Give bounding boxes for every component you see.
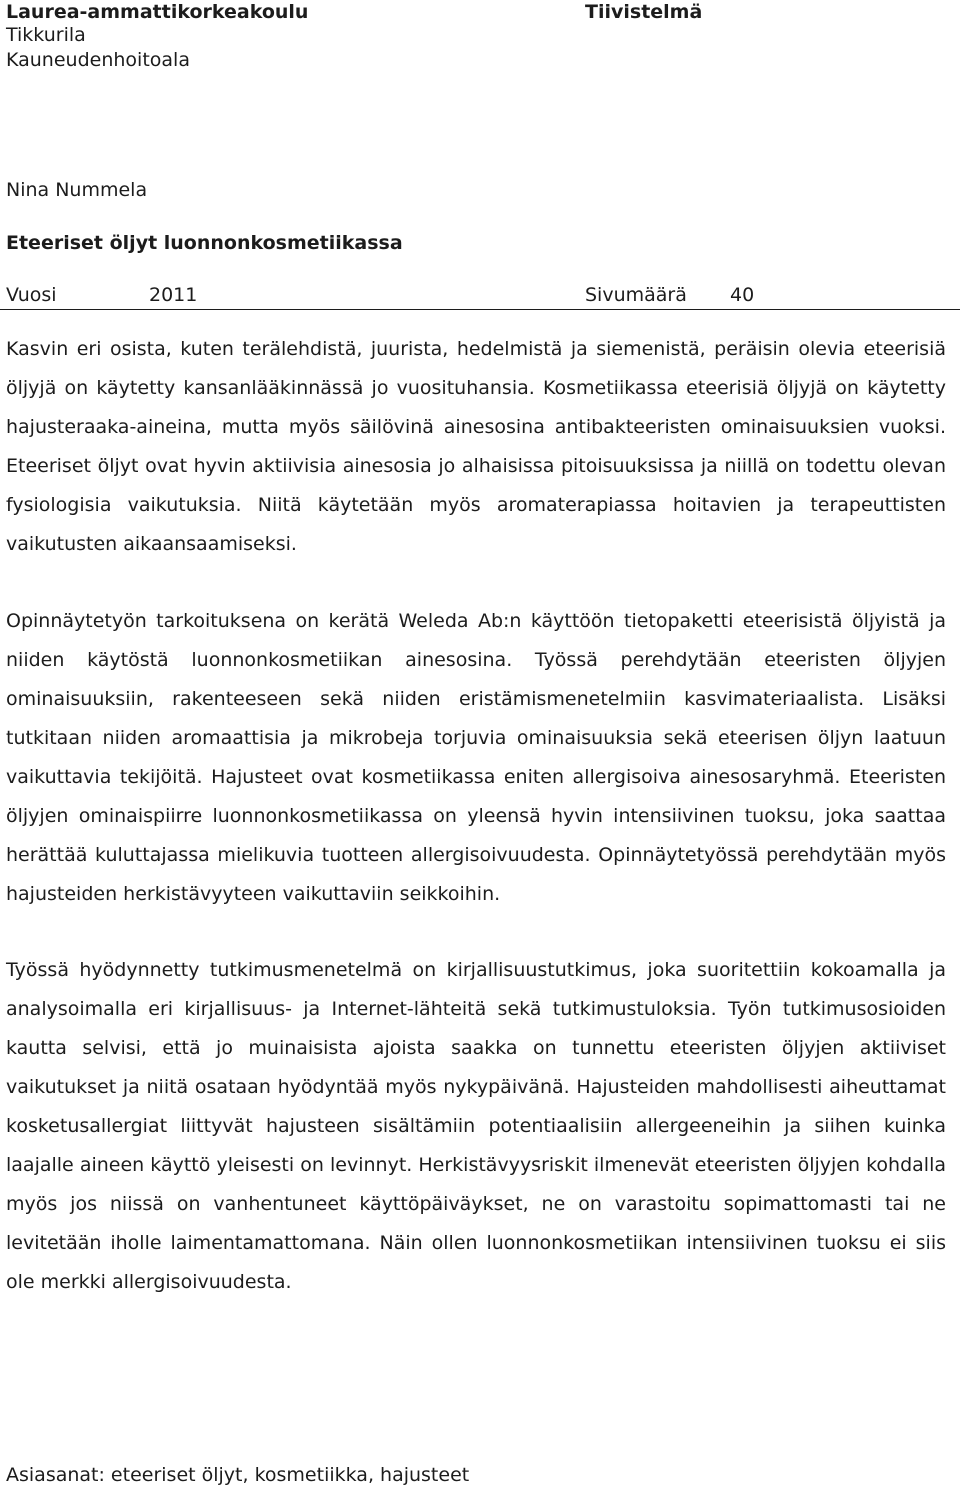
author-name: Nina Nummela [6,179,148,201]
keywords: Asiasanat: eteeriset öljyt, kosmetiikka, hajusteet [6,1464,470,1486]
year-label: Vuosi [6,284,57,306]
abstract-paragraph-1: Kasvin eri osista, kuten terälehdistä, juurista, hedelmistä ja siemenistä, peräisin olevia eteerisiä öljyjä on käytetty kansanlääkinnässä jo vuosituhansia. Kosmetiikassa eteerisiä öljyjä on käytetty hajusteraaka-aineina, mutta myös säilövinä ainesosina antibakteeristen ominaisuuksien vuoksi. Eteeriset öljyt ovat hyvin aktiivisia ainesosia jo alhaisissa pitoisuuksissa ja niillä on todettu olevan fysiologisia vaikutuksia. Niitä käytetään myös aromaterapiassa hoitavien ja terapeuttisten vaikutusten aikaansaamiseksi. [6,338,946,555]
page-count-label: Sivumäärä [585,284,687,306]
abstract-paragraph-3: Työssä hyödynnetty tutkimusmenetelmä on kirjallisuustutkimus, joka suoritettiin kokoamalla ja analysoimalla eri kirjallisuus- ja Internet-lähteitä sekä tutkimustuloksia. Työn tutkimusosioiden kautta selvisi, että jo muinaisista ajoista saakka on tunnettu eteeristen öljyjen aktiiviset vaikutukset ja niitä osataan hyödyntää myös nykypäivänä. Hajusteiden mahdollisesti aiheuttamat kosketusallergiat liittyvät hajusteen sisältämiin potentiaalisiin allergeeneihin ja siihen kuinka laajalle aineen käyttö yleisesti on levinnyt. Herkistävyysriskit ilmenevät eteeristen öljyjen kohdalla myös jos niissä on vanhentuneet käyttöpäiväykset, ne on varastoitu sopimattomasti tai ne levitetään iholle laimentamattomana. Näin ollen luonnonkosmetiikan intensiivinen tuoksu ei siis ole merkki allergisoivuudesta. [6,959,946,1293]
meta-divider [0,283,960,310]
campus-name: Tikkurila [6,24,86,46]
page-count-value: 40 [730,284,755,306]
year-value: 2011 [149,284,198,306]
abstract-paragraph-2: Opinnäytetyön tarkoituksena on kerätä Weleda Ab:n käyttöön tietopaketti eteerisistä öljyistä ja niiden käytöstä luonnonkosmetiikan ainesosina. Työssä perehdytään eteeristen öljyjen ominaisuuksiin, rakenteeseen sekä niiden eristämismenetelmiin kasvimateriaalista. Lisäksi tutkitaan niiden aromaattisia ja mikrobeja torjuvia ominaisuuksia sekä eteerisen öljyn laatuun vaikuttavia tekijöitä. Hajusteet ovat kosmetiikassa eniten allergisoiva ainesosaryhmä. Eteeristen öljyjen ominaispiirre luonnonkosmetiikassa on yleensä hyvin intensiivinen tuoksu, joka saattaa herättää kuluttajassa mielikuvia tuotteen allergisoivuudesta. Opinnäytetyössä perehdytään myös hajusteiden herkistävyyteen vaikuttaviin seikkoihin. [6,610,946,905]
document-type: Tiivistelmä [585,1,703,23]
program-name: Kauneudenhoitoala [6,49,190,71]
thesis-title: Eteeriset öljyt luonnonkosmetiikassa [6,232,403,254]
organization-name: Laurea-ammattikorkeakoulu [6,1,309,23]
